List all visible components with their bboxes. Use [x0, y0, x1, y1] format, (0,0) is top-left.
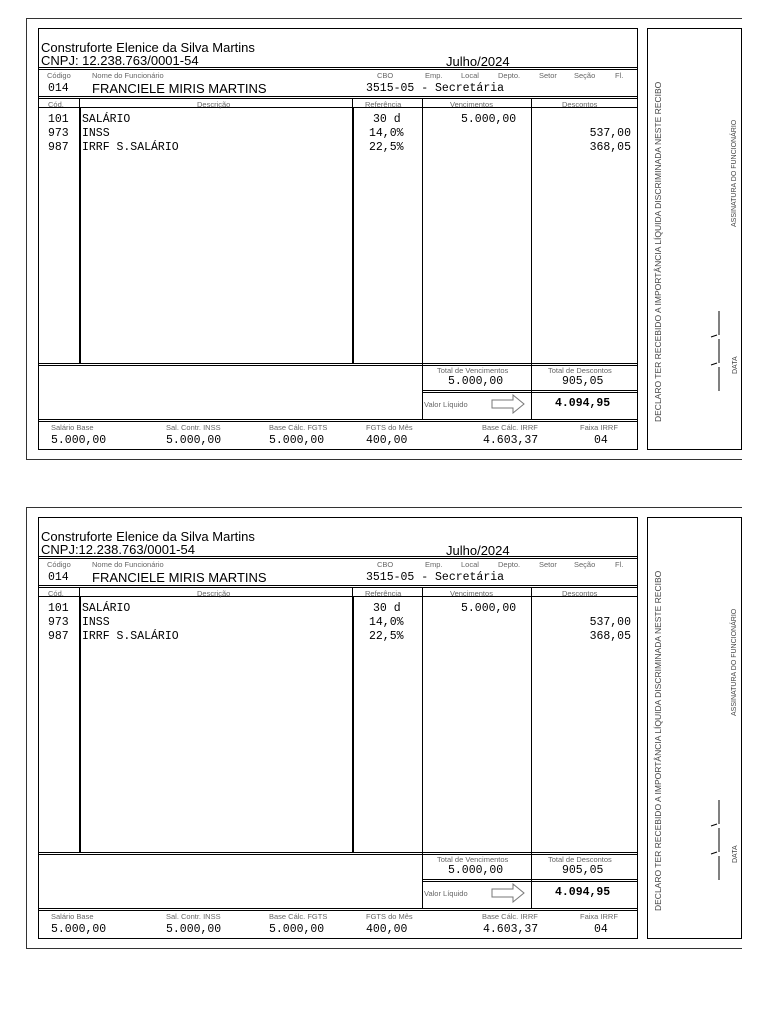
- label-total-vencimentos: Total de Vencimentos: [437, 366, 509, 375]
- col-line-desc-end: [637, 98, 638, 420]
- table-row: [39, 630, 637, 643]
- th-cod: Cód.: [48, 100, 64, 109]
- label-valor-liquido: Valor Líquido: [424, 400, 468, 409]
- payslip-copy-2: [26, 507, 742, 949]
- receipt-side-panel: [647, 28, 742, 450]
- item-cod: 987: [48, 141, 69, 154]
- label-total-descontos: Total de Descontos: [548, 855, 612, 864]
- totals-divider: [422, 879, 637, 880]
- sal-contr-inss: 5.000,00: [166, 434, 222, 447]
- label-fgts-mes: FGTS do Mês: [366, 423, 413, 432]
- item-desc: INSS: [82, 127, 110, 140]
- label-fgts-mes: FGTS do Mês: [366, 912, 413, 921]
- label-secao: Seção: [574, 71, 596, 80]
- table-header-bottom: [39, 596, 637, 597]
- table-row: [39, 602, 637, 615]
- label-codigo: Código: [47, 560, 71, 569]
- th-descontos: Descontos: [562, 589, 598, 598]
- base-calc-fgts: 5.000,00: [269, 434, 325, 447]
- label-secao: Seção: [574, 560, 596, 569]
- employee-name: FRANCIELE MIRIS MARTINS: [92, 81, 267, 96]
- total-vencimentos: 5.000,00: [448, 864, 504, 877]
- table-row: [39, 127, 637, 140]
- date-label: DATA: [732, 845, 739, 863]
- faixa-irrf: 04: [594, 434, 608, 447]
- sal-contr-inss: 5.000,00: [166, 923, 222, 936]
- item-venc: 5.000,00: [461, 602, 517, 615]
- valor-liquido: 4.094,95: [555, 397, 611, 410]
- item-ref: 30 d: [373, 602, 401, 615]
- employee-code: 014: [48, 571, 69, 584]
- label-base-calc-fgts: Base Cálc. FGTS: [269, 423, 328, 432]
- item-cod: 987: [48, 630, 69, 643]
- label-base-calc-irrf: Base Cálc. IRRF: [482, 423, 538, 432]
- table-row: [39, 113, 637, 126]
- fgts-mes: 400,00: [366, 923, 408, 936]
- th-vencimentos: Vencimentos: [450, 589, 493, 598]
- employee-cbo: 3515-05 - Secretária: [366, 82, 505, 95]
- th-referencia: Referência: [365, 100, 402, 109]
- label-emp: Emp.: [425, 71, 443, 80]
- item-ref: 22,5%: [369, 630, 404, 643]
- item-descontos: 368,05: [589, 630, 631, 643]
- label-valor-liquido: Valor Líquido: [424, 889, 468, 898]
- label-local: Local: [461, 71, 479, 80]
- totals-divider-b: [422, 392, 637, 393]
- slip-main-panel: [38, 28, 638, 450]
- date-field[interactable]: [705, 800, 725, 880]
- label-fl: Fl.: [615, 71, 624, 80]
- label-sal-contr-inss: Sal. Contr. INSS: [166, 423, 221, 432]
- label-faixa-irrf: Faixa IRRF: [580, 423, 618, 432]
- th-referencia: Referência: [365, 589, 402, 598]
- fgts-mes: 400,00: [366, 434, 408, 447]
- declaration-text: DECLARO TER RECEBIDO A IMPORTÂNCIA LÍQUIDA DISCRIMINADA NESTE RECIBO: [653, 570, 663, 911]
- base-calc-fgts: 5.000,00: [269, 923, 325, 936]
- salario-base: 5.000,00: [51, 923, 107, 936]
- table-header-bottom: [39, 107, 637, 108]
- employee-code: 014: [48, 82, 69, 95]
- item-desc: IRRF S.SALÁRIO: [82, 141, 179, 154]
- label-setor: Setor: [539, 71, 557, 80]
- item-desc: SALÁRIO: [82, 113, 131, 126]
- totals-divider-b: [422, 881, 637, 882]
- item-ref: 14,0%: [369, 616, 404, 629]
- item-cod: 101: [48, 113, 69, 126]
- label-emp: Emp.: [425, 560, 443, 569]
- item-desc: INSS: [82, 616, 110, 629]
- item-desc: IRRF S.SALÁRIO: [82, 630, 179, 643]
- item-cod: 973: [48, 127, 69, 140]
- item-desc: SALÁRIO: [82, 602, 131, 615]
- label-base-calc-fgts: Base Cálc. FGTS: [269, 912, 328, 921]
- label-local: Local: [461, 560, 479, 569]
- th-cod: Cód.: [48, 589, 64, 598]
- th-descontos: Descontos: [562, 100, 598, 109]
- table-row: [39, 616, 637, 629]
- label-nome: Nome do Funcionário: [92, 560, 164, 569]
- item-venc: 5.000,00: [461, 113, 517, 126]
- base-calc-irrf: 4.603,37: [483, 434, 539, 447]
- label-total-descontos: Total de Descontos: [548, 366, 612, 375]
- declaration-text: DECLARO TER RECEBIDO A IMPORTÂNCIA LÍQUIDA DISCRIMINADA NESTE RECIBO: [653, 81, 663, 422]
- totals-divider: [422, 390, 637, 391]
- signature-label: ASSINATURA DO FUNCIONÁRIO: [731, 608, 738, 716]
- label-salario-base: Salário Base: [51, 423, 94, 432]
- footer-divider: [39, 419, 637, 422]
- label-nome: Nome do Funcionário: [92, 71, 164, 80]
- label-codigo: Código: [47, 71, 71, 80]
- employee-name: FRANCIELE MIRIS MARTINS: [92, 570, 267, 585]
- company-name: Construforte Elenice da Silva Martins: [41, 529, 255, 544]
- header-divider: [39, 556, 637, 559]
- valor-liquido: 4.094,95: [555, 886, 611, 899]
- th-descricao: Descrição: [197, 589, 231, 598]
- item-descontos: 537,00: [589, 616, 631, 629]
- header-divider: [39, 67, 637, 70]
- date-field[interactable]: [705, 311, 725, 391]
- item-cod: 101: [48, 602, 69, 615]
- total-descontos: 905,05: [562, 375, 604, 388]
- base-calc-irrf: 4.603,37: [483, 923, 539, 936]
- payslip-copy-1: [26, 18, 742, 460]
- th-descricao: Descrição: [197, 100, 231, 109]
- table-row: [39, 141, 637, 154]
- item-cod: 973: [48, 616, 69, 629]
- item-descontos: 537,00: [589, 127, 631, 140]
- employee-cbo: 3515-05 - Secretária: [366, 571, 505, 584]
- label-setor: Setor: [539, 560, 557, 569]
- company-name: Construforte Elenice da Silva Martins: [41, 40, 255, 55]
- label-depto: Depto.: [498, 560, 521, 569]
- pay-period: Julho/2024: [446, 543, 510, 558]
- item-ref: 22,5%: [369, 141, 404, 154]
- label-cbo: CBO: [377, 560, 394, 569]
- label-cbo: CBO: [377, 71, 394, 80]
- employee-divider: [39, 96, 637, 99]
- salario-base: 5.000,00: [51, 434, 107, 447]
- employee-divider: [39, 585, 637, 588]
- item-descontos: 368,05: [589, 141, 631, 154]
- label-base-calc-irrf: Base Cálc. IRRF: [482, 912, 538, 921]
- col-line-desc-end: [637, 587, 638, 909]
- total-vencimentos: 5.000,00: [448, 375, 504, 388]
- receipt-side-panel: [647, 517, 742, 939]
- company-cnpj: CNPJ: 12.238.763/0001-54: [41, 53, 199, 68]
- item-ref: 30 d: [373, 113, 401, 126]
- th-vencimentos: Vencimentos: [450, 100, 493, 109]
- date-label: DATA: [732, 356, 739, 374]
- label-faixa-irrf: Faixa IRRF: [580, 912, 618, 921]
- item-ref: 14,0%: [369, 127, 404, 140]
- pay-period: Julho/2024: [446, 54, 510, 69]
- company-cnpj: CNPJ:12.238.763/0001-54: [41, 542, 195, 557]
- footer-divider: [39, 908, 637, 911]
- right-arrow-icon: [491, 394, 525, 414]
- label-salario-base: Salário Base: [51, 912, 94, 921]
- label-depto: Depto.: [498, 71, 521, 80]
- signature-label: ASSINATURA DO FUNCIONÁRIO: [731, 119, 738, 227]
- label-sal-contr-inss: Sal. Contr. INSS: [166, 912, 221, 921]
- label-fl: Fl.: [615, 560, 624, 569]
- slip-main-panel: [38, 517, 638, 939]
- faixa-irrf: 04: [594, 923, 608, 936]
- label-total-vencimentos: Total de Vencimentos: [437, 855, 509, 864]
- total-descontos: 905,05: [562, 864, 604, 877]
- right-arrow-icon: [491, 883, 525, 903]
